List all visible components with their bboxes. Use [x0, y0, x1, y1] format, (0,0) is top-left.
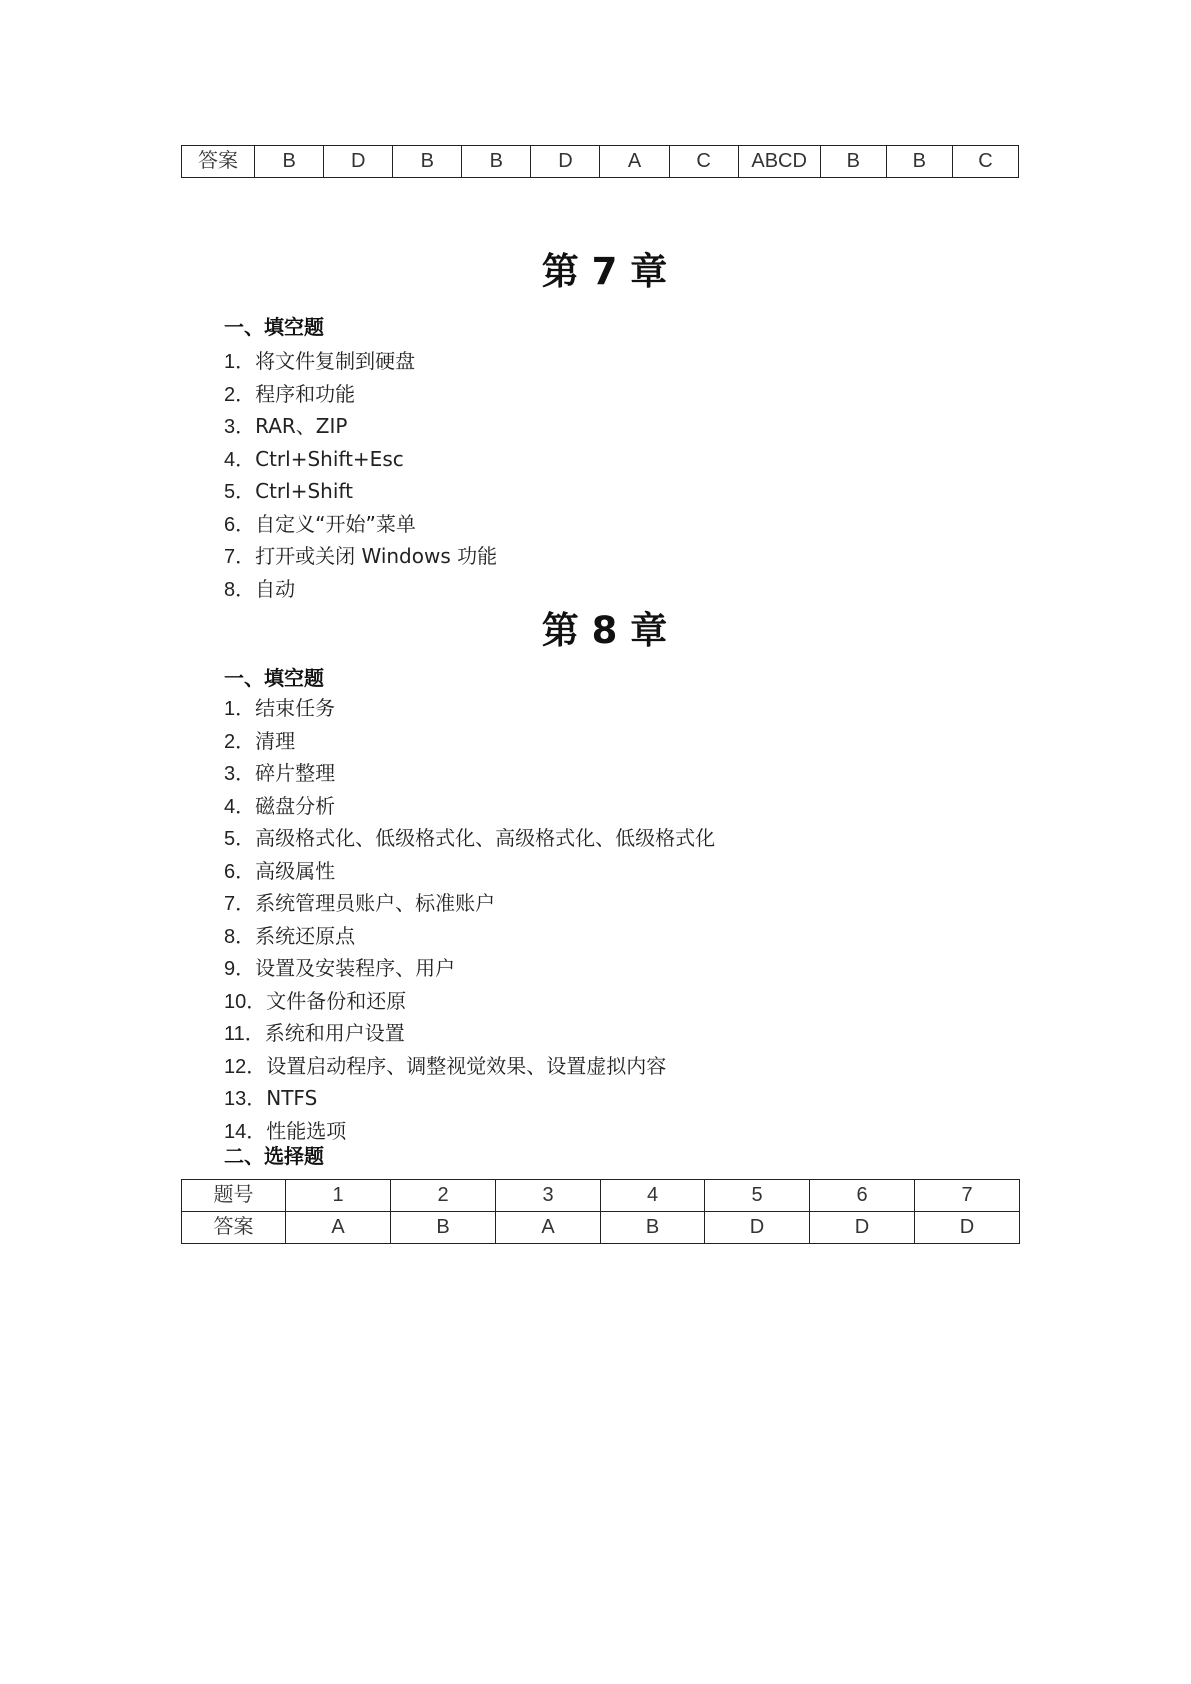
chapter-8-title: 第 8 章: [541, 609, 668, 652]
answer-table-previous: [181, 145, 1019, 178]
question-number-cell: 5: [705, 1180, 810, 1212]
list-item: 11．系统和用户设置: [224, 1021, 405, 1045]
answer-cell: B: [886, 146, 952, 178]
answer-cell: B: [601, 1212, 705, 1244]
list-item: 5．高级格式化、低级格式化、高级格式化、低级格式化: [224, 826, 716, 850]
answer-cell: D: [531, 146, 600, 178]
answer-cell: D: [705, 1212, 810, 1244]
list-item: 1．将文件复制到硬盘: [224, 349, 416, 373]
list-item: 4．磁盘分析: [224, 793, 336, 818]
answer-cell: ABCD: [738, 146, 820, 178]
chapter-7-fill-blank-heading: 一、填空题: [224, 315, 324, 339]
answer-label-cell: 答案: [182, 1212, 286, 1244]
answer-cell: D: [915, 1212, 1020, 1244]
answer-cell: D: [324, 146, 393, 178]
question-number-cell: 3: [496, 1180, 601, 1212]
list-item: 13．NTFS: [224, 1086, 318, 1110]
answer-cell: A: [286, 1212, 391, 1244]
question-number-cell: 6: [810, 1180, 915, 1212]
answer-row: [182, 146, 1019, 178]
answer-cell: A: [496, 1212, 601, 1244]
list-item: 3．RAR、ZIP: [224, 414, 348, 438]
answer-cell: B: [820, 146, 886, 178]
question-number-cell: 1: [286, 1180, 391, 1212]
list-item: 7．打开或关闭 Windows 功能: [224, 544, 498, 568]
list-item: 3．碎片整理: [224, 761, 336, 785]
chapter-8-multiple-choice-heading: 二、选择题: [224, 1144, 324, 1168]
answer-label-cell: 答案: [182, 146, 255, 178]
answer-cell: B: [255, 146, 324, 178]
answer-cell: C: [952, 146, 1018, 178]
list-item: 14．性能选项: [224, 1118, 347, 1143]
list-item: 1．结束任务: [224, 696, 336, 720]
list-item: 4．Ctrl+Shift+Esc: [224, 446, 404, 471]
question-number-cell: 4: [601, 1180, 705, 1212]
chapter-8-answer-table: [181, 1179, 1020, 1244]
list-item: 5．Ctrl+Shift: [224, 479, 353, 503]
list-item: 9．设置及安装程序、用户: [224, 956, 456, 980]
chapter-7-title: 第 7 章: [541, 250, 668, 293]
chapter-7-fill-blank-list: [224, 346, 497, 606]
answer-cell: D: [810, 1212, 915, 1244]
list-item: 6．自定义“开始”菜单: [224, 511, 416, 536]
answer-cell: A: [600, 146, 669, 178]
answer-row: [182, 1212, 1020, 1244]
question-number-cell: 2: [391, 1180, 496, 1212]
list-item: 10．文件备份和还原: [224, 988, 407, 1013]
chapter-8-fill-blank-list: [224, 693, 715, 1148]
answer-cell: B: [462, 146, 531, 178]
answer-cell: C: [669, 146, 738, 178]
answer-cell: B: [391, 1212, 496, 1244]
list-item: 8．系统还原点: [224, 923, 356, 948]
list-item: 12．设置启动程序、调整视觉效果、设置虚拟内容: [224, 1053, 667, 1078]
list-item: 7．系统管理员账户、标准账户: [224, 891, 496, 915]
list-item: 8．自动: [224, 576, 296, 601]
answer-cell: B: [393, 146, 462, 178]
question-number-row: [182, 1180, 1020, 1212]
header-label-cell: 题号: [182, 1180, 286, 1212]
list-item: 6．高级属性: [224, 858, 336, 883]
question-number-cell: 7: [915, 1180, 1020, 1212]
list-item: 2．程序和功能: [224, 381, 356, 406]
chapter-8-fill-blank-heading: 一、填空题: [224, 666, 324, 690]
list-item: 2．清理: [224, 728, 296, 753]
